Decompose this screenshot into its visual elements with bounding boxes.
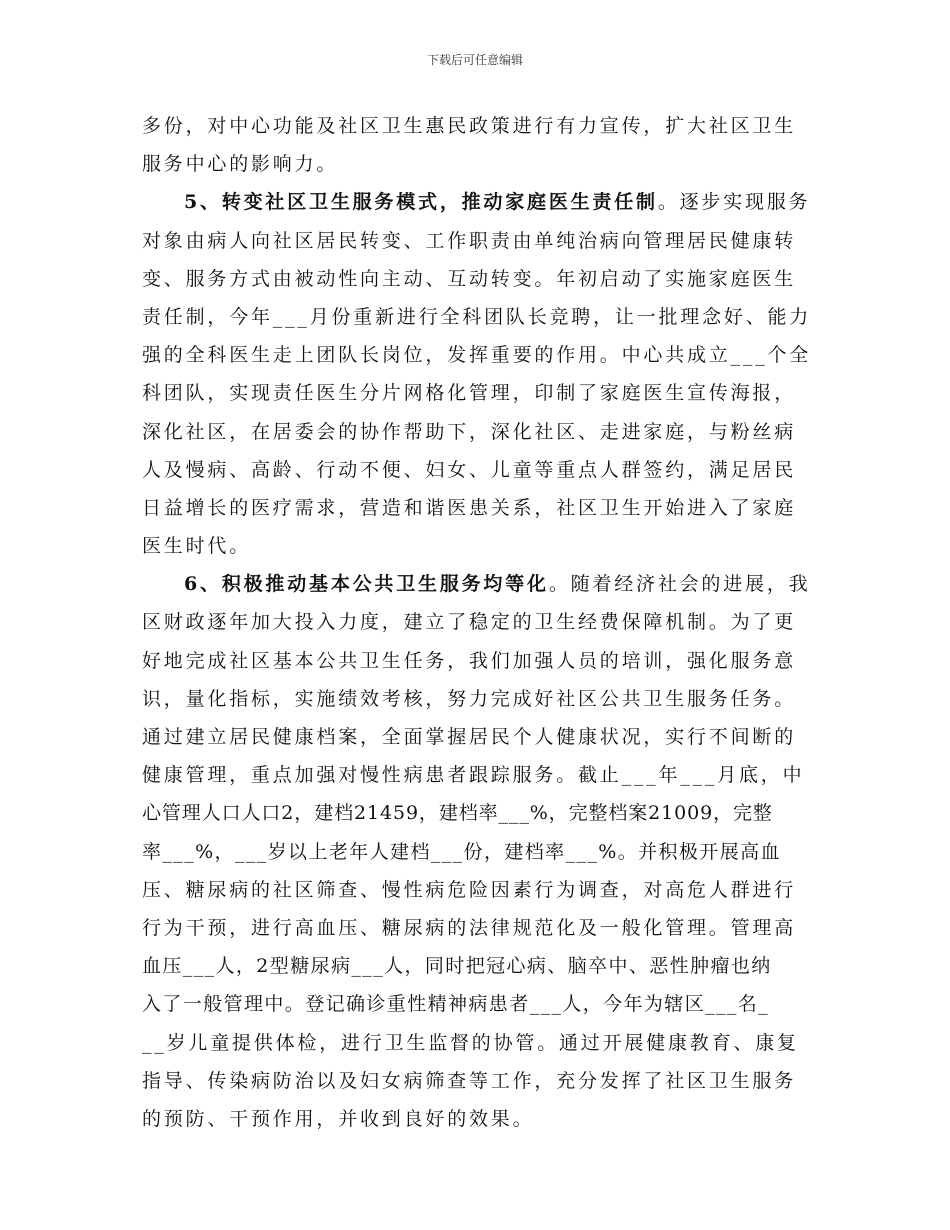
text-line: 的预防、干预作用，并收到良好的效果。 [142,1107,535,1130]
text-line: 心管理人口人口2，建档21459，建档率___%，完整档案21009，完整 [142,802,773,825]
paragraph-section-6 [142,565,812,1138]
text-line: 日益增长的医疗需求，营造和谐医患关系，社区卫生开始进入了家庭 [142,496,797,519]
section-5-heading: 5、转变社区卫生服务模式，推动家庭医生责任制 [184,191,658,214]
text-line: 血压___人，2型糖尿病___人，同时把冠心病、脑卒中、恶性肿瘤也纳 [142,955,772,978]
paragraph-section-5 [142,183,812,565]
text-line [142,183,812,221]
section-6-lead: 。随着经济社会的进展，我 [548,573,811,596]
text-line: 入了一般管理中。登记确诊重性精神病患者___人，今年为辖区___名_ [142,993,770,1016]
text-line: 服务中心的影响力。 [142,153,339,176]
text-line: 指导、传染病防治以及妇女病筛查等工作，充分发挥了社区卫生服务 [142,1069,797,1092]
section-5-lead: 。逐步实现服务 [657,191,811,214]
text-line: 变、服务方式由被动性向主动、互动转变。年初启动了实施家庭医生 [142,267,797,290]
text-line: 行为干预，进行高血压、糖尿病的法律规范化及一般化管理。管理高 [142,916,797,939]
document-body [142,107,812,1138]
text-line: 对象由病人向社区居民转变、工作职责由单纯治病向管理居民健康转 [142,229,797,252]
text-line: 人及慢病、高龄、行动不便、妇女、儿童等重点人群签约，满足居民 [142,458,797,481]
text-line: 多份，对中心功能及社区卫生惠民政策进行有力宣传，扩大社区卫生 [142,115,797,137]
text-line: 深化社区，在居委会的协作帮助下，深化社区、走进家庭，与粉丝病 [142,420,797,443]
text-line: 区财政逐年加大投入力度，建立了稳定的卫生经费保障机制。为了更 [142,611,797,634]
text-line: 识，量化指标，实施绩效考核，努力完成好社区公共卫生服务任务。 [142,687,797,710]
section-6-heading: 6、积极推动基本公共卫生服务均等化 [184,573,549,596]
text-line: 压、糖尿病的社区筛查、慢性病危险因素行为调查，对高危人群进行 [142,878,797,901]
text-line: 率___%，___岁以上老年人建档___份，建档率___%。并积极开展高血 [142,840,781,863]
text-line: 健康管理，重点加强对慢性病患者跟踪服务。截止___年___月底，中 [142,764,805,787]
text-line: 通过建立居民健康档案，全面掌握居民个人健康状况，实行不间断的 [142,726,797,748]
text-line [142,565,812,603]
text-line: 好地完成社区基本公共卫生任务，我们加强人员的培训，强化服务意 [142,649,797,672]
page-header: 下载后可任意编辑 [426,53,523,67]
text-line: 强的全科医生走上团队长岗位，发挥重要的作用。中心共成立___个全 [142,344,812,367]
text-line: __岁儿童提供体检，进行卫生监督的协管。通过开展健康教育、康复 [142,1031,799,1054]
text-line: 医生时代。 [142,535,252,558]
paragraph-continuation [142,107,812,183]
text-line: 科团队，实现责任医生分片网格化管理，印制了家庭医生宣传海报， [142,382,797,405]
text-line: 责任制，今年___月份重新进行全科团队长竞聘，让一批理念好、能力 [142,305,812,328]
